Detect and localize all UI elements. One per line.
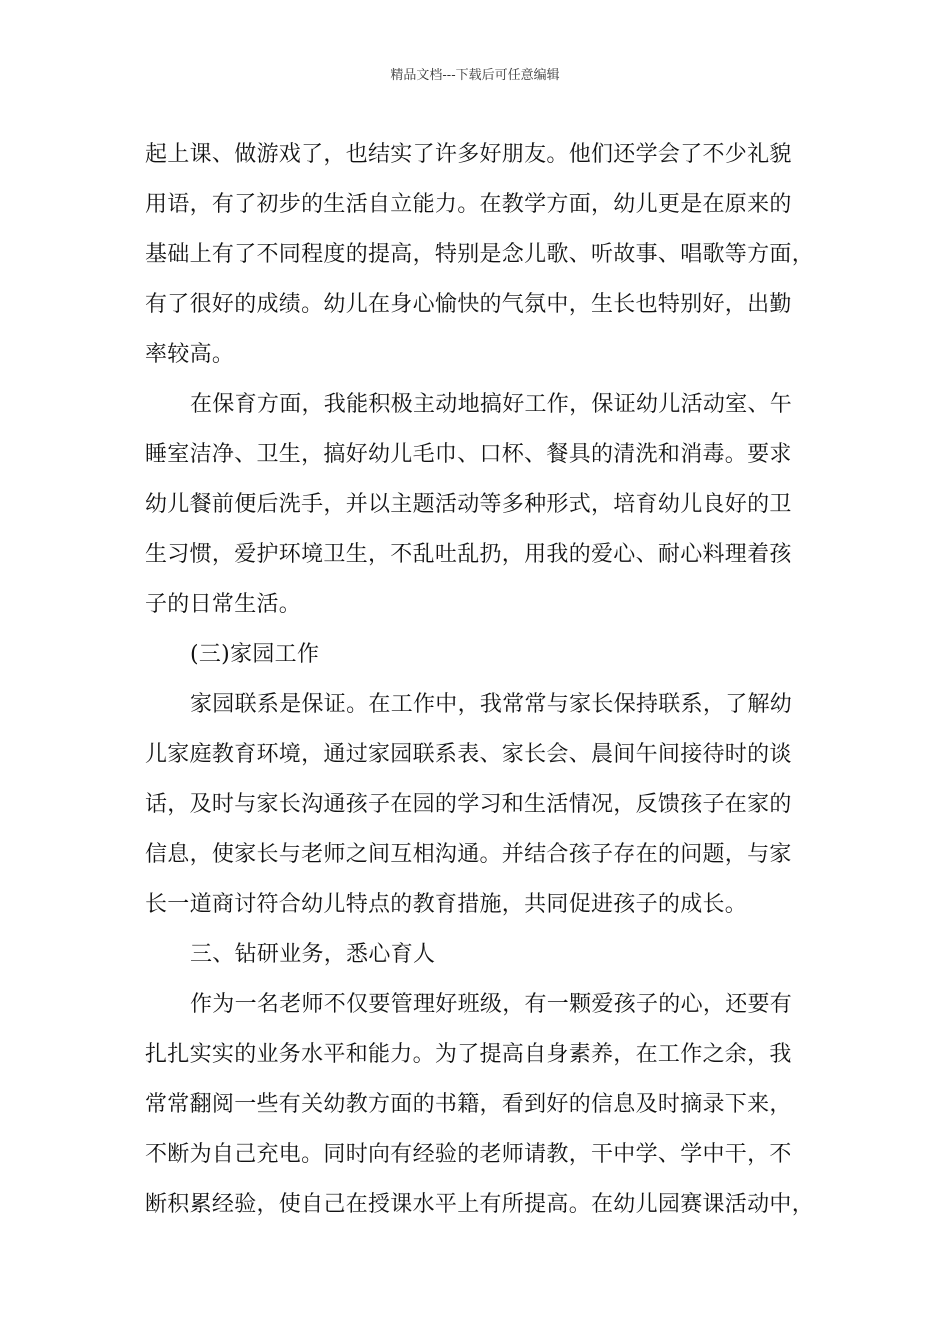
text-line: 断积累经验，使自己在授课水平上有所提高。在幼儿园赛课活动中， (145, 1192, 815, 1217)
text-line: 幼儿餐前便后洗手，并以主题活动等多种形式，培育幼儿良好的卫 (145, 492, 792, 517)
text-line: 有了很好的成绩。幼儿在身心愉快的气氛中，生长也特别好，出勤 (145, 292, 792, 317)
paragraph-start-line: 在保育方面，我能积极主动地搞好工作，保证幼儿活动室、午 (190, 392, 793, 417)
text-line: 儿家庭教育环境，通过家园联系表、家长会、晨间午间接待时的谈 (145, 742, 792, 767)
text-line: 话，及时与家长沟通孩子在园的学习和生活情况，反馈孩子在家的 (145, 792, 792, 817)
page-header: 精品文档---下载后可任意编辑 (390, 68, 560, 83)
paragraph-start-line: 家园联系是保证。在工作中，我常常与家长保持联系，了解幼 (190, 692, 793, 717)
text-line: 长一道商讨符合幼儿特点的教育措施，共同促进孩子的成长。 (145, 892, 748, 917)
text-line: 用语，有了初步的生活自立能力。在教学方面，幼儿更是在原来的 (145, 192, 792, 217)
document-body (145, 130, 825, 1230)
text-line: 率较高。 (145, 342, 235, 367)
text-line: 子的日常生活。 (145, 592, 302, 617)
text-line: 信息，使家长与老师之间互相沟通。并结合孩子存在的问题，与家 (145, 842, 792, 867)
paragraph-start-line: 作为一名老师不仅要管理好班级，有一颗爱孩子的心，还要有 (190, 992, 793, 1017)
text-line: 起上课、做游戏了，也结实了许多好朋友。他们还学会了不少礼貌 (145, 142, 792, 167)
text-line: 扎扎实实的业务水平和能力。为了提高自身素养，在工作之余，我 (145, 1042, 792, 1067)
section-heading: (三)家园工作 (190, 642, 320, 667)
text-line: 常常翻阅一些有关幼教方面的书籍，看到好的信息及时摘录下来， (145, 1092, 792, 1117)
text-line: 生习惯，爱护环境卫生，不乱吐乱扔，用我的爱心、耐心料理着孩 (145, 542, 792, 567)
text-line: 不断为自己充电。同时向有经验的老师请教，干中学、学中干，不 (145, 1142, 792, 1167)
section-heading: 三、钻研业务，悉心育人 (190, 942, 436, 967)
text-line: 基础上有了不同程度的提高，特别是念儿歌、听故事、唱歌等方面， (145, 242, 815, 267)
text-line: 睡室洁净、卫生，搞好幼儿毛巾、口杯、餐具的清洗和消毒。要求 (145, 442, 792, 467)
